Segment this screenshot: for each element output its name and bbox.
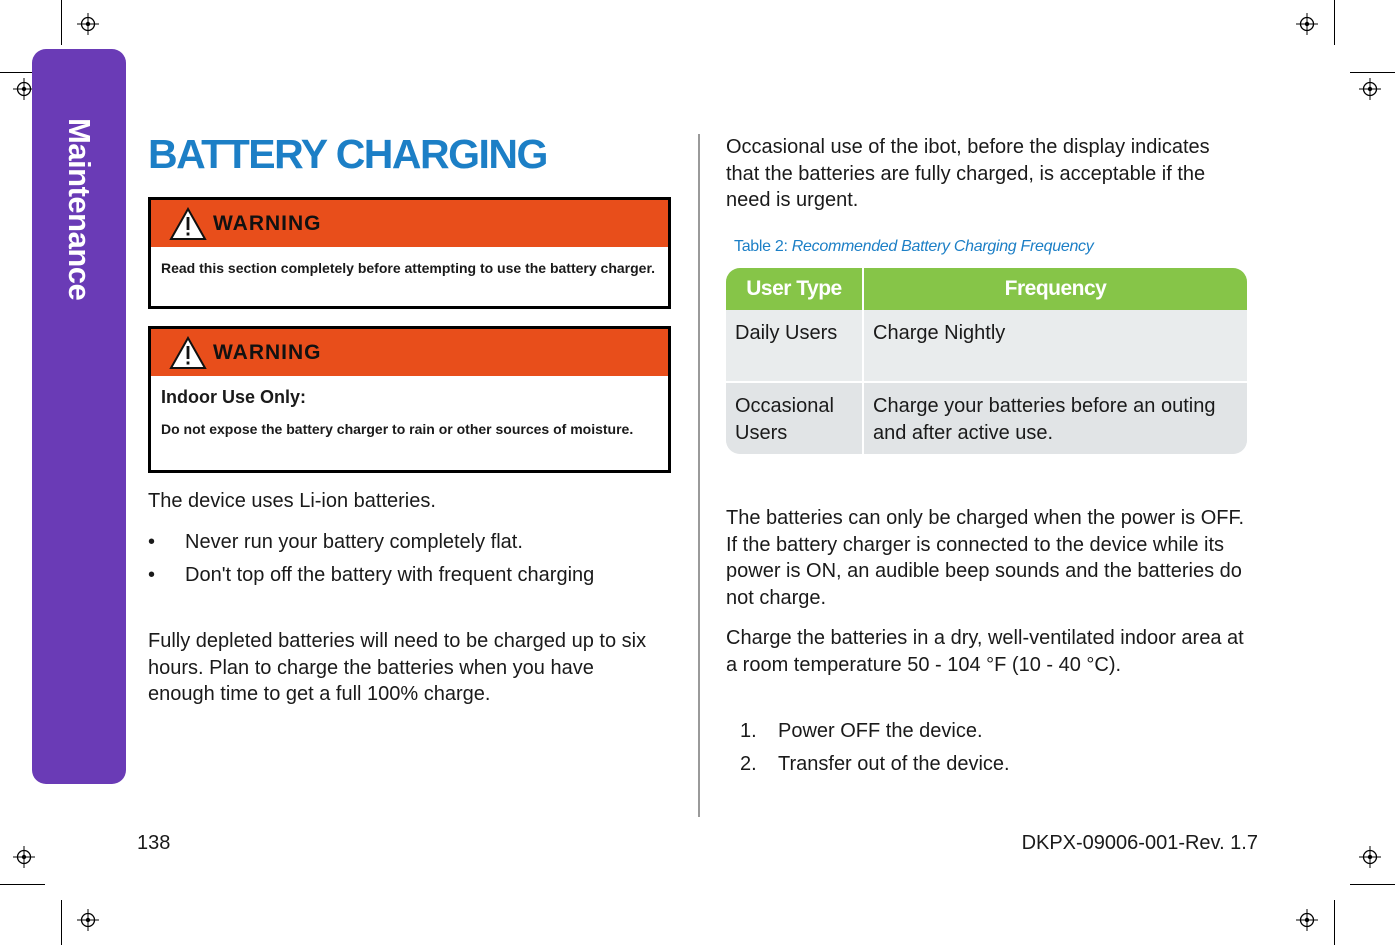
list-item: 1. Power OFF the device.: [740, 720, 983, 742]
warning-triangle-icon: [169, 207, 207, 241]
crop-mark: [1334, 0, 1335, 45]
occasional-use-text: Occasional use of the ibot, before the display indicates that the batteries are fully charged, is acceptable if the need is urgent.: [726, 136, 1210, 211]
crop-mark: [1334, 900, 1335, 945]
table-cell: Charge Nightly: [873, 322, 1006, 344]
warning-box: [148, 197, 671, 309]
registration-mark-icon: [77, 909, 99, 931]
warning-header: [151, 200, 668, 247]
warning-heading: WARNING: [213, 211, 322, 235]
section-tab-label: Maintenance: [62, 118, 97, 301]
table-caption-label: Table 2:: [734, 238, 788, 255]
intro-text: The device uses Li-ion batteries.: [148, 490, 436, 512]
charging-frequency-table: [726, 268, 1247, 454]
table-caption-text: Recommended Battery Charging Frequency: [791, 238, 1094, 255]
list-item: • Never run your battery completely flat.: [148, 531, 523, 553]
crop-mark: [1350, 72, 1395, 73]
crop-mark: [61, 900, 62, 945]
list-item: 2. Transfer out of the device.: [740, 752, 1010, 775]
table-row: [726, 383, 1247, 454]
warning-box: [148, 326, 671, 473]
registration-mark-icon: [77, 13, 99, 35]
page-number: 138: [137, 832, 171, 854]
crop-mark: [1350, 884, 1395, 885]
warning-triangle-icon: [169, 336, 207, 370]
power-off-text: The batteries can only be charged when the power is OFF. If the battery charger is connected to the device while its power is ON, an audible beep sounds and the batteries do not charge.: [726, 507, 1245, 609]
warning-heading: WARNING: [213, 340, 322, 364]
table-caption: [734, 238, 1093, 256]
warning-text: Do not expose the battery charger to rain or other sources of moisture.: [161, 421, 634, 437]
document-id: DKPX-09006-001-Rev. 1.7: [1021, 832, 1258, 854]
warning-subheading: Indoor Use Only:: [161, 387, 307, 407]
charging-location-text: Charge the batteries in a dry, well-ventilated indoor area at a room temperature 50 - 104 °F (10 - 40 °C).: [726, 627, 1244, 676]
charging-time-text: Fully depleted batteries will need to be charged up to six hours. Plan to charge the batteries when you have enough time to get a full 100% charge.: [148, 630, 647, 705]
table-header-cell: User Type: [726, 268, 864, 310]
registration-mark-icon: [1359, 78, 1381, 100]
warning-header: [151, 329, 668, 376]
list-item: • Don't top off the battery with frequent charging: [148, 563, 595, 586]
bullet-list: [148, 529, 628, 594]
table-cell: Occasional Users: [726, 383, 864, 454]
crop-mark: [0, 884, 45, 885]
registration-mark-icon: [1296, 909, 1318, 931]
registration-mark-icon: [1359, 846, 1381, 868]
table-cell: Daily Users: [726, 310, 864, 381]
table-header-row: [726, 268, 1247, 310]
page-title: BATTERY CHARGING: [148, 131, 547, 177]
warning-body: [151, 376, 668, 450]
registration-mark-icon: [13, 846, 35, 868]
table-cell: Charge your batteries before an outing and after active use.: [873, 395, 1216, 444]
column-divider: [698, 134, 700, 817]
table-header-cell: Frequency: [1004, 277, 1107, 300]
registration-mark-icon: [1296, 13, 1318, 35]
crop-mark: [61, 0, 62, 45]
warning-text: Read this section completely before attempting to use the battery charger.: [161, 260, 656, 276]
steps-list: [740, 718, 1240, 783]
table-row: [726, 310, 1247, 383]
